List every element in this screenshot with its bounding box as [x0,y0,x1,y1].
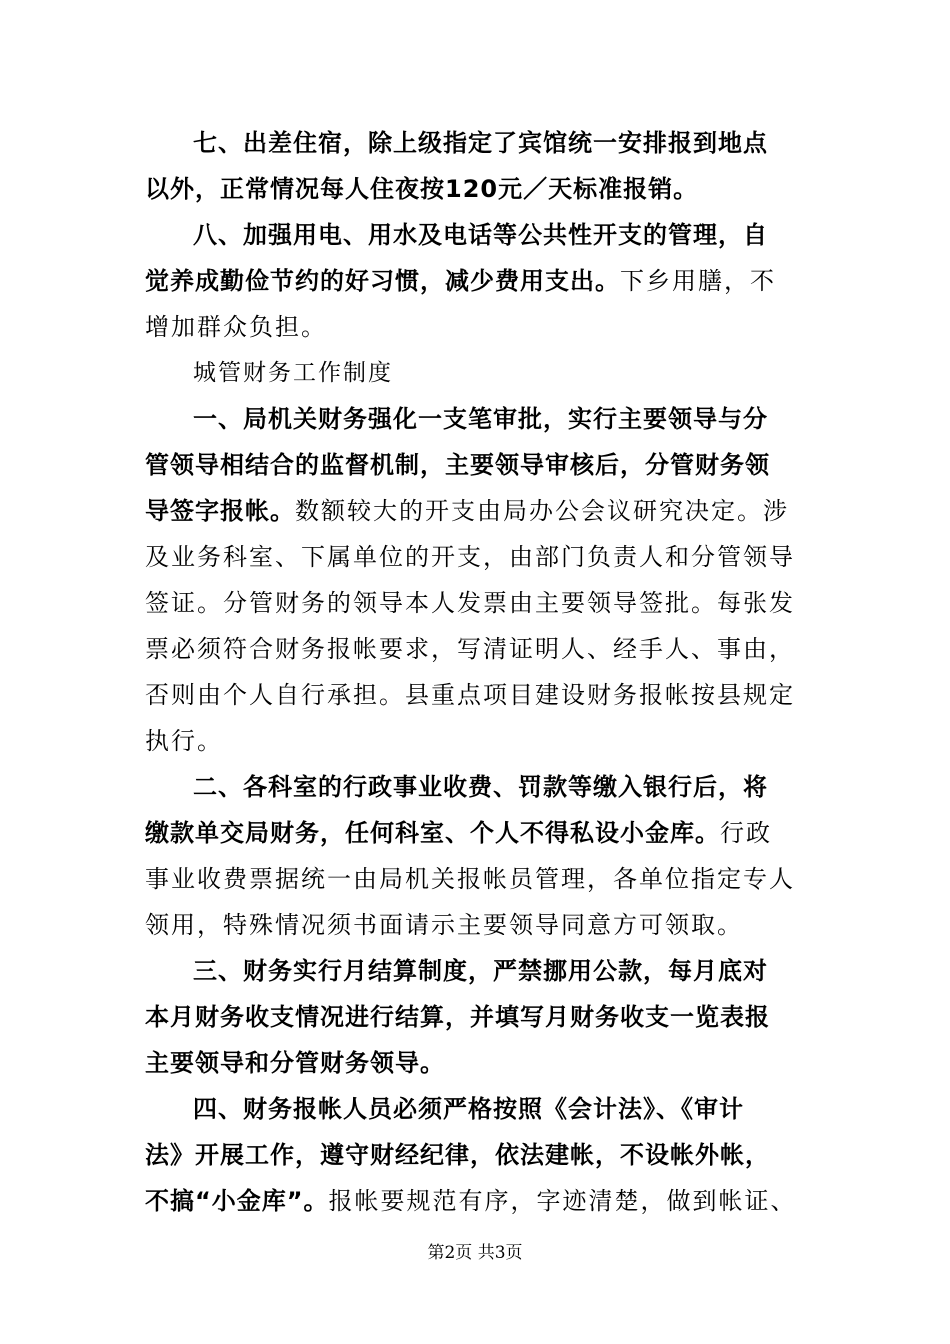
section-1-line-3-bold: 导签字报帐。 [145,497,295,525]
page-footer: 第2页 共3页 [427,1243,523,1263]
section-2-line-2-bold: 缴款单交局财务，任何科室、个人不得私设小金库。 [145,819,720,847]
paragraph-8-line-2-bold: 觉养成勤俭节约的好习惯，减少费用支出。 [145,267,620,295]
paragraph-7-line-1: 七、出差住宿，除上级指定了宾馆统一安排报到地点 [193,129,768,157]
section-1-line-7: 否则由个人自行承担。县重点项目建设财务报帐按县规定 [145,681,795,709]
section-1-line-1: 一、局机关财务强化一支笔审批，实行主要领导与分 [193,405,768,433]
section-1-line-2: 管领导相结合的监督机制，主要领导审核后，分管财务领 [145,451,770,479]
paragraph-7-line-2: 以外，正常情况每人住夜按120元／天标准报销。 [145,175,699,203]
section-1-line-4: 及业务科室、下属单位的开支，由部门负责人和分管领导 [145,543,795,571]
section-1-line-6: 票必须符合财务报帐要求，写清证明人、经手人、事由， [145,635,795,663]
section-2-line-2-light: 行政 [720,819,772,847]
section-1-line-5: 签证。分管财务的领导本人发票由主要领导签批。每张发 [145,589,795,617]
section-1-line-8: 执行。 [145,727,223,755]
section-4-line-2: 法》开展工作，遵守财经纪律，依法建帐，不设帐外帐， [145,1141,770,1169]
section-4-line-3-light: 报帐要规范有序，字迹清楚，做到帐证、 [328,1187,797,1215]
paragraph-8-line-2-light: 下乡用膳，不 [620,267,776,295]
section-3-line-1: 三、财务实行月结算制度，严禁挪用公款，每月底对 [193,957,768,985]
section-4-line-3-bold: 不搞“小金库”。 [145,1187,329,1215]
section-3-line-2: 本月财务收支情况进行结算，并填写月财务收支一览表报 [145,1003,770,1031]
section-4-line-1: 四、财务报帐人员必须严格按照《会计法》、《审计 [193,1095,744,1123]
paragraph-8-line-1: 八、加强用电、用水及电话等公共性开支的管理，自 [193,221,768,249]
section-3-line-3: 主要领导和分管财务领导。 [145,1049,445,1077]
section-1-line-3 [145,488,825,534]
section-1-line-3-light: 数额较大的开支由局办公会议研究决定。涉 [295,497,789,525]
section-2-line-3: 事业收费票据统一由局机关报帐员管理，各单位指定专人 [145,865,795,893]
section-heading: 城管财务工作制度 [193,360,393,386]
section-2-line-1: 二、各科室的行政事业收费、罚款等缴入银行后，将 [193,773,768,801]
paragraph-8-line-2 [145,258,825,304]
paragraph-8-line-3: 增加群众负担。 [145,313,327,341]
section-4-line-3 [145,1178,825,1224]
section-2-line-2 [145,810,825,856]
section-2-line-4: 领用，特殊情况须书面请示主要领导同意方可领取。 [145,911,743,939]
